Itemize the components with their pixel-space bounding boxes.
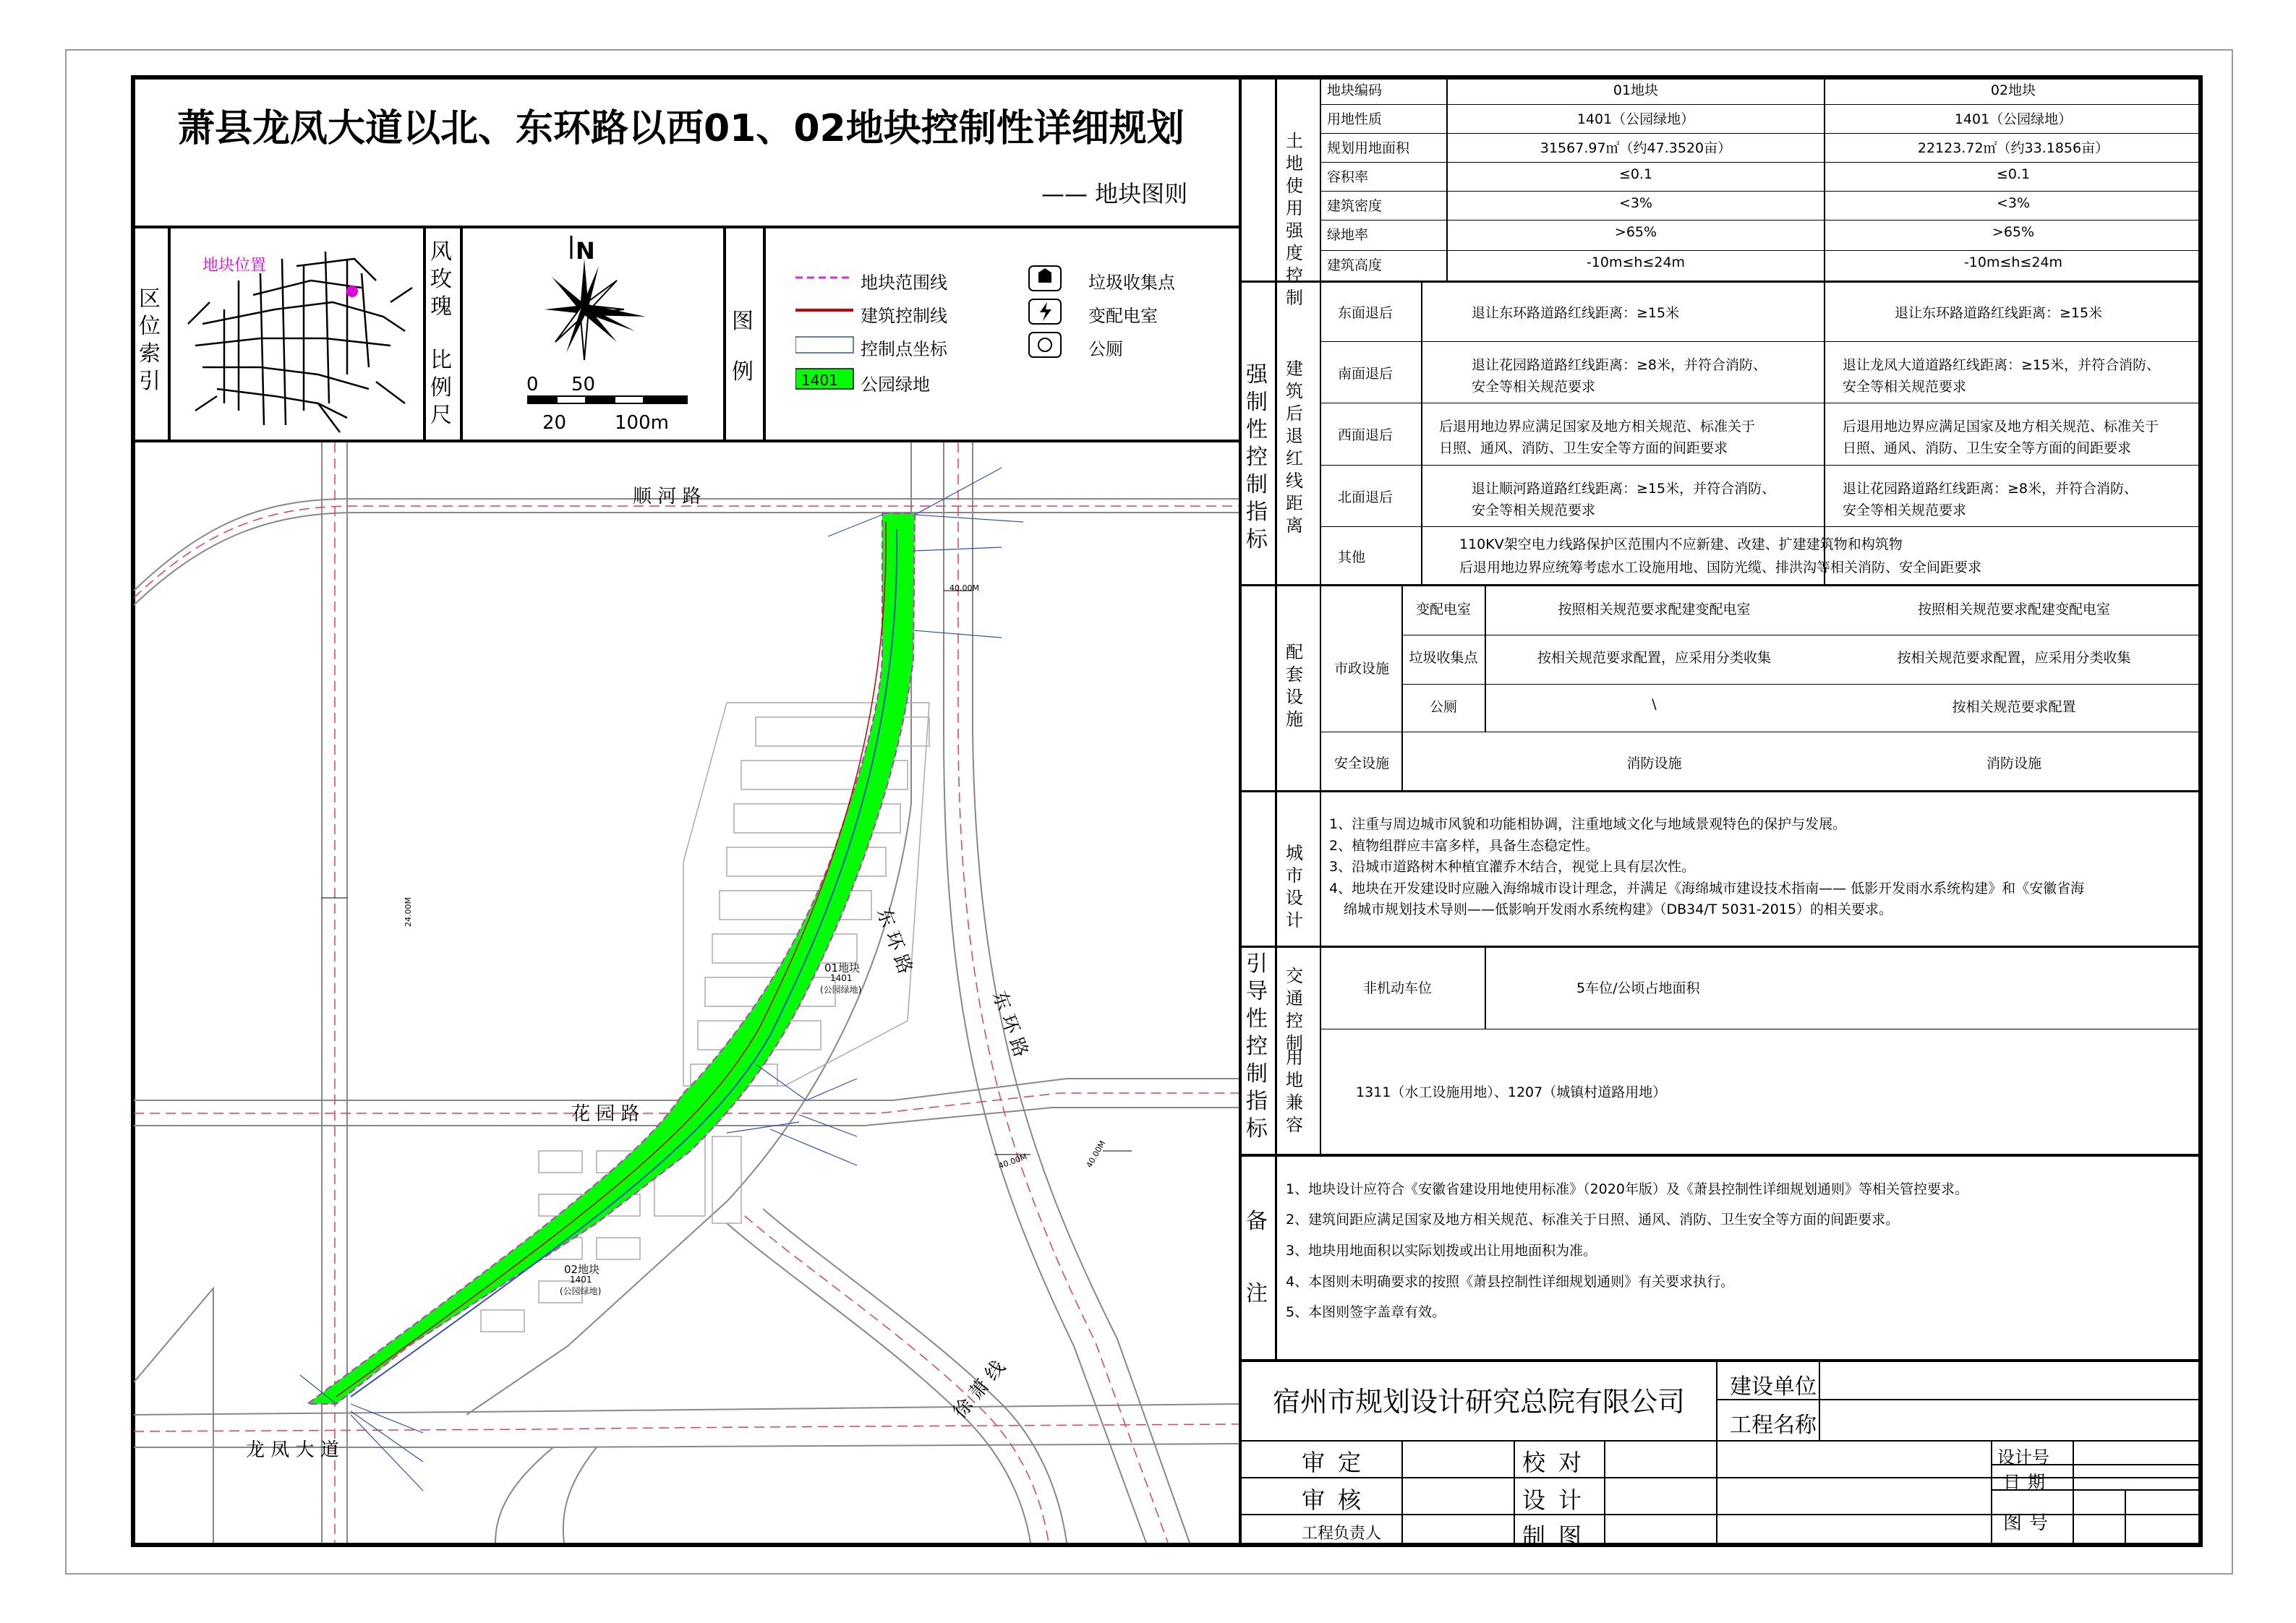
setback-text-01: 退让花园路道路红线距离：≥8米，并符合消防、 [1472,357,1767,373]
svg-text:100m: 100m [615,412,669,434]
legend-item: 变配电室 [1088,306,1158,326]
road-label-longfeng: 龙 凤 大 道 [246,1439,339,1461]
company-name: 宿州市规划设计研究总院有限公司 [1273,1386,1686,1418]
park-green-area [307,513,915,1404]
section-label-setback: 建筑后退红线距离 [1286,359,1303,536]
setback-other-label: 其他 [1338,549,1366,565]
setback-text-02: 安全等相关规范要求 [1843,502,1967,518]
safety-label: 安全设施 [1334,755,1390,771]
scale-label: 比例尺 [430,348,452,428]
land-use-label: 容积率 [1327,169,1369,185]
legend-item: 地块范围线 [861,273,947,293]
divider [168,226,171,441]
legend-label: 图例 [732,309,754,385]
plot-code: 1401 [570,1275,592,1285]
notes-label: 备注 [1246,1209,1268,1306]
location-minimap [174,230,419,437]
build-unit-label: 建设单位 [1730,1374,1817,1400]
zhitu-label: 制图 [1522,1523,1595,1550]
setback-label: 东面退后 [1338,305,1394,321]
land-use-value: 1401（公园绿地） [1576,111,1695,127]
date-label: 日期 [2003,1472,2052,1492]
setback-text-01: 日照、通风、消防、卫生安全等方面的间距要求 [1439,440,1728,456]
toilet-icon [1029,333,1061,357]
section-label-land-use: 土地使用强度控制 [1286,131,1303,308]
project-name-label: 工程名称 [1730,1413,1817,1438]
safety-value: 消防设施 [1986,755,2041,771]
windrose-graphic [492,230,723,437]
site-map [134,442,1239,1543]
road-label-donghuan-2: 东 环 路 [988,988,1032,1061]
note-line: 1、地块设计应符合《安徽省建设用地使用标准》（2020年版）及《萧县控制性详细规划通则》等相关管控要求。 [1286,1181,1968,1197]
setback-text-02: 后退用地边界应满足国家及地方相关规范、标准关于 [1843,419,2159,434]
divider [723,226,726,441]
facility-type: 变配电室 [1415,601,1471,617]
land-use-label: 建筑高度 [1327,257,1383,273]
location-index-label: 区位索引 [139,286,161,394]
urban-design-line: 绵城市规划技术导则——低影响开发雨水系统构建》（DB34/T 5031-2015）的相关要求。 [1344,902,1892,917]
legend-item: 公园绿地 [861,374,930,395]
land-use-value: ≤0.1 [1996,166,2031,182]
urban-design-line: 3、沿城市道路树木种植宜灌乔木结合，视觉上具有层次性。 [1329,859,1696,875]
road-width: 40.00M [997,1152,1028,1171]
svg-text:地块位置: 地块位置 [202,257,267,275]
drawing-subtitle: —— 地块图则 [1041,180,1188,207]
note-line: 5、本图则签字盖章有效。 [1286,1304,1446,1320]
windrose-label: 风玫瑰 [430,239,452,320]
compat-label: 用地兼容 [1286,1048,1303,1135]
sheji-label: 设计 [1522,1486,1595,1514]
land-use-label: 用地性质 [1327,111,1383,127]
location-marker-icon [346,286,358,297]
facility-value: \ [1652,696,1657,712]
svg-text:N: N [576,237,595,265]
section-label-guidance: 引导性控制指标 [1246,951,1268,1142]
land-use-value: >65% [1992,224,2035,240]
traffic-label: 交通控制 [1286,966,1303,1053]
land-use-value: 22123.72㎡（约33.1856亩） [1917,140,2109,156]
legend-item: 建筑控制线 [861,306,947,326]
plot-type: (公园绿地) [820,985,862,995]
urban-design-line: 1、注重与周边城市风貌和功能相协调，注重地域文化与地域景观特色的保护与发展。 [1329,816,1847,832]
compat-value: 1311（水工设施用地）、1207（城镇村道路用地） [1356,1084,1667,1100]
legend-item: 垃圾收集点 [1088,273,1175,293]
setback-other-line: 110KV架空电力线路保护区范围内不应新建、改建、扩建建筑物和构筑物 [1459,536,1903,552]
plot-code: 1401 [830,973,853,983]
setback-label: 西面退后 [1338,427,1394,443]
land-use-value: <3% [1618,195,1653,211]
land-use-value: 31567.97㎡（约47.3520亩） [1540,140,1732,156]
jiaodui-label: 校对 [1522,1449,1595,1476]
safety-value: 消防设施 [1626,755,1682,771]
traffic-item: 非机动车位 [1363,980,1433,996]
traffic-value: 5车位/公顷占地面积 [1576,980,1700,996]
road-label-xuxiao: 徐 萧 线 [949,1356,1010,1423]
drawing-title: 萧县龙凤大道以北、东环路以西01、02地块控制性详细规划 [177,107,1185,150]
setback-text-02: 退让东环路道路红线距离：≥15米 [1895,305,2103,321]
land-use-value: -10m≤h≤24m [1586,254,1686,270]
setback-text-01: 安全等相关规范要求 [1472,379,1596,395]
shending-label: 审定 [1302,1449,1375,1476]
drawing-no-label: 图号 [2003,1512,2056,1534]
plot-label: 01地块 [824,962,861,975]
road-label-shunhe: 顺 河 路 [633,486,701,508]
legend-item: 公厕 [1088,339,1123,359]
facility-type: 公厕 [1429,699,1457,715]
facility-value: 按相关规范要求配置 [1952,699,2076,715]
setback-text-02: 安全等相关规范要求 [1843,379,1967,395]
setback-text-01: 后退用地边界应满足国家及地方相关规范、标准关于 [1439,419,1756,434]
legend-item: 控制点坐标 [861,339,947,359]
municipal-label: 市政设施 [1334,661,1390,677]
setback-text-02: 退让花园路道路红线距离：≥8米，并符合消防、 [1843,481,2138,497]
urban-design-line: 4、地块在开发建设时应融入海绵城市设计理念，并满足《海绵城市建设技术指南—— 低影开发雨水系统构建》和《安徽省海 [1329,881,2085,896]
section-label-urban-design: 城市设计 [1286,843,1303,930]
road-label-huayuan: 花 园 路 [571,1103,640,1125]
land-use-value: 1401（公园绿地） [1954,111,2073,127]
land-use-value: <3% [1996,195,2031,211]
setback-text-02: 退让龙凤大道道路红线距离：≥15米，并符合消防、 [1843,357,2161,373]
facility-value: 按照相关规范要求配建变配电室 [1558,601,1751,617]
plot-type: (公园绿地) [560,1286,602,1296]
setback-text-02: 日照、通风、消防、卫生安全等方面的间距要求 [1843,440,2132,456]
note-line: 3、地块用地面积以实际划拨或出让用地面积为准。 [1286,1243,1597,1259]
shenhe-label: 审核 [1302,1486,1375,1514]
coordinate-icon [795,337,853,353]
land-use-value: ≤0.1 [1618,166,1653,182]
setback-label: 北面退后 [1338,489,1394,505]
facility-value: 按相关规范要求配置，应采用分类收集 [1537,650,1771,666]
land-use-header: 02地块 [1990,82,2036,98]
section-label-facilities: 配套设施 [1286,642,1303,729]
land-use-header: 地块编码 [1327,82,1383,98]
road-label-donghuan-1: 东 环 路 [872,905,916,977]
svg-text:20: 20 [542,412,567,434]
setback-text-01: 退让东环路道路红线距离：≥15米 [1472,305,1680,321]
panel-divider [1239,75,1242,1547]
setback-text-01: 退让顺河路道路红线距离：≥15米，并符合消防、 [1472,481,1776,497]
plot-label: 02地块 [564,1263,600,1276]
road-width: 40.00M [1084,1139,1108,1170]
facility-type: 垃圾收集点 [1409,650,1478,666]
note-line: 2、建筑间距应满足国家及地方相关规范、标准关于日照、通风、消防、卫生安全等方面的间距要求。 [1286,1212,1900,1228]
land-use-value: >65% [1614,224,1657,240]
divider [763,226,766,441]
facility-value: 按照相关规范要求配建变配电室 [1917,601,2110,617]
setback-other-line: 后退用地边界应统筹考虑水工设施用地、国防光缆、排洪沟等相关消防、安全间距要求 [1459,560,1982,575]
urban-design-line: 2、植物组群应丰富多样，具备生态稳定性。 [1329,838,1600,854]
divider [460,226,463,441]
note-line: 4、本图则未明确要求的按照《萧县控制性详细规划通则》有关要求执行。 [1286,1274,1735,1290]
section-label-mandatory: 强制性控制指标 [1246,362,1268,552]
divider [131,226,1240,228]
setback-label: 南面退后 [1338,366,1394,382]
land-use-value: -10m≤h≤24m [1963,254,2063,270]
divider [423,226,426,441]
road-width: 40.00M [949,583,979,593]
svg-text:0: 0 [526,374,539,395]
road-width: 24.00M [403,897,413,927]
land-use-label: 规划用地面积 [1327,140,1410,156]
setback-text-01: 安全等相关规范要求 [1472,502,1596,518]
swatch-code: 1401 [801,372,838,389]
land-use-header: 01地块 [1613,82,1659,98]
facility-value: 按相关规范要求配置，应采用分类收集 [1897,650,2131,666]
land-use-label: 建筑密度 [1327,198,1383,214]
design-no-label: 设计号 [1997,1447,2049,1468]
svg-text:50: 50 [571,374,596,395]
project-lead-label: 工程负责人 [1302,1525,1382,1543]
land-use-label: 绿地率 [1327,227,1369,243]
